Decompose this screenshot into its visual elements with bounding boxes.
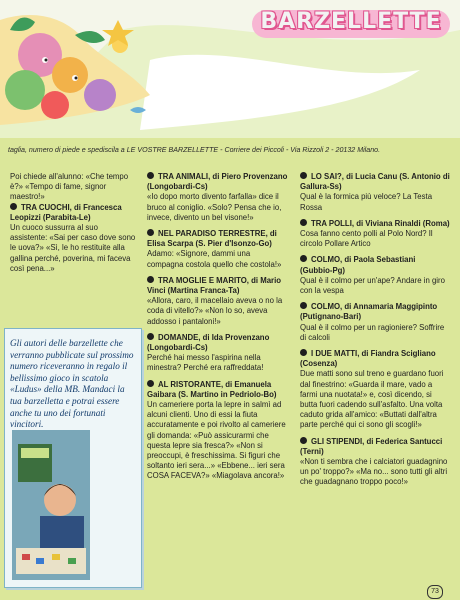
joke-entry — [147, 333, 288, 374]
joke-text: Qual è la formica più veloce? La Testa Rossa — [300, 192, 433, 212]
bullet-icon — [300, 255, 307, 262]
joke-heading: TRA MOGLIE E MARITO, di Mario Vinci (Martina Franca-Ta) — [147, 275, 282, 296]
joke-text: «Allora, caro, il macellaio aveva o no la coda di vitello?» «Non lo so, aveva addosso i pantaloni!» — [147, 296, 283, 326]
bullet-icon — [10, 203, 17, 210]
bullet-icon — [147, 229, 154, 236]
joke-entry — [300, 437, 450, 488]
joke-heading: AL RISTORANTE, di Emanuela Gaibara (S. Martino in Pedriolo-Bo) — [147, 379, 277, 399]
joke-entry — [10, 203, 136, 274]
joke-heading: TRA POLLI, di Viviana Rinaldi (Roma) — [311, 218, 450, 228]
column-3 — [300, 172, 450, 494]
bullet-icon — [300, 302, 307, 309]
bullet-icon — [147, 333, 154, 340]
bullet-icon — [300, 219, 307, 226]
intro-text: Poi chiede all'alunno: «Che tempo è?» «Tempo di fame, signor maestro!» — [10, 172, 129, 202]
bullet-icon — [300, 172, 307, 179]
joke-heading: GLI STIPENDI, di Federica Santucci (Terni) — [300, 436, 443, 456]
joke-entry — [300, 255, 450, 296]
joke-heading: NEL PARADISO TERRESTRE, di Elisa Scarpa (S. Pier d'Isonzo-Go) — [147, 229, 277, 249]
joke-text: Due matti sono sul treno e guardano fuori dal finestrino: «Guarda il mare, vado a farmi una nuotata!» e, così dicendo, si butta fuori cadendo sull'asfalto. Una volta caduto grida all'amico: «Buttati dall'altra parte perché qui ci sono gli scogli!» — [300, 369, 444, 430]
joke-text: Perché hai messo l'aspirina nella minestra? Perché era raffreddata! — [147, 353, 264, 373]
joke-entry — [147, 229, 288, 270]
joke-heading: TRA ANIMALI, di Piero Provenzano (Longobardi-Cs) — [147, 172, 288, 192]
page-number: 73 — [427, 585, 443, 599]
joke-entry — [147, 380, 288, 482]
bullet-icon — [300, 437, 307, 444]
joke-entry — [147, 276, 288, 327]
joke-entry — [300, 172, 450, 213]
joke-heading: LO SAI?, di Lucia Canu (S. Antonio di Gallura-Ss) — [300, 172, 450, 192]
joke-heading: I DUE MATTI, di Fiandra Scigliano (Cosenza) — [300, 349, 436, 369]
joke-text: «Non ti sembra che i calciatori guadagnino un po' troppo?» «Ma no... sono tutti gli altri che guadagnano troppo poco!» — [300, 457, 448, 487]
joke-heading: TRA CUOCHI, di Francesca Leopizzi (Parabita-Le) — [10, 202, 122, 222]
joke-entry — [300, 219, 450, 250]
credit-line: taglia, numero di piede e spediscila a LE VOSTRE BARZELLETTE - Corriere dei Piccoli - Via Rizzoli 2 - 20132 Milano. — [8, 146, 381, 154]
bullet-icon — [147, 276, 154, 283]
joke-entry — [300, 302, 450, 343]
joke-text: Un cuoco sussurra al suo assistente: «Sai per caso dove sono le uova?» «Sì, le ho restituite alla gallina perché, poverina, mi faceva così pena...» — [10, 223, 136, 273]
joke-text: Qual è il colmo per un'ape? Andare in giro con la vespa — [300, 275, 445, 296]
column-2 — [147, 172, 288, 488]
bullet-icon — [147, 172, 154, 179]
joke-text: Un cameriere porta la lepre in salmì ad alcuni clienti. Uno di essi la fiuta accuratamente e poi rivolto al cameriere gli domanda: «Può assicurarmi che questa lepre sia fresca?» «Non si preoccupi, è freschissima. Si figuri che soltanto ieri sera...» «Ebbene... ieri sera COSA FACEVA?» «Miagolava ancora!» — [147, 400, 286, 481]
column-1 — [10, 172, 136, 280]
contest-callout-text: Gli autori delle barzellette che verranno pubblicate sul prossimo numero riceveranno in regalo il bellissimo gioco in scatola «Ludus» della MB. Mandaci la tua barzelletta e potrai essere anche tu uno dei fortunati vincitori. — [10, 338, 134, 430]
joke-text: Qual è il colmo per un ragioniere? Soffrire di calcoli — [300, 322, 445, 342]
joke-heading: DOMANDE, di Ida Provenzano (Longobardi-Cs) — [147, 332, 270, 353]
bullet-icon — [300, 349, 307, 356]
joke-text: Adamo: «Signore, dammi una compagna costola quello che costola!» — [147, 249, 282, 269]
joke-heading: COLMO, di Annamaria Maggipinto (Putignano-Bari) — [300, 302, 438, 322]
page-title: BARZELLETTE — [260, 9, 442, 34]
child-with-board-game-photo — [12, 430, 90, 580]
joke-entry — [147, 172, 288, 223]
bullet-icon — [147, 380, 154, 387]
joke-heading: COLMO, di Paola Sebastiani (Gubbio-Pg) — [300, 255, 416, 275]
joke-entry — [300, 349, 450, 431]
joke-text: «Io dopo morto divento farfalla» dice il bruco al coniglio. «Solo? Pensa che io, invece, divento un bel visone!» — [147, 192, 282, 222]
joke-text: Cosa fanno cento polli al Polo Nord? Il circolo Pollare Artico — [300, 229, 433, 249]
